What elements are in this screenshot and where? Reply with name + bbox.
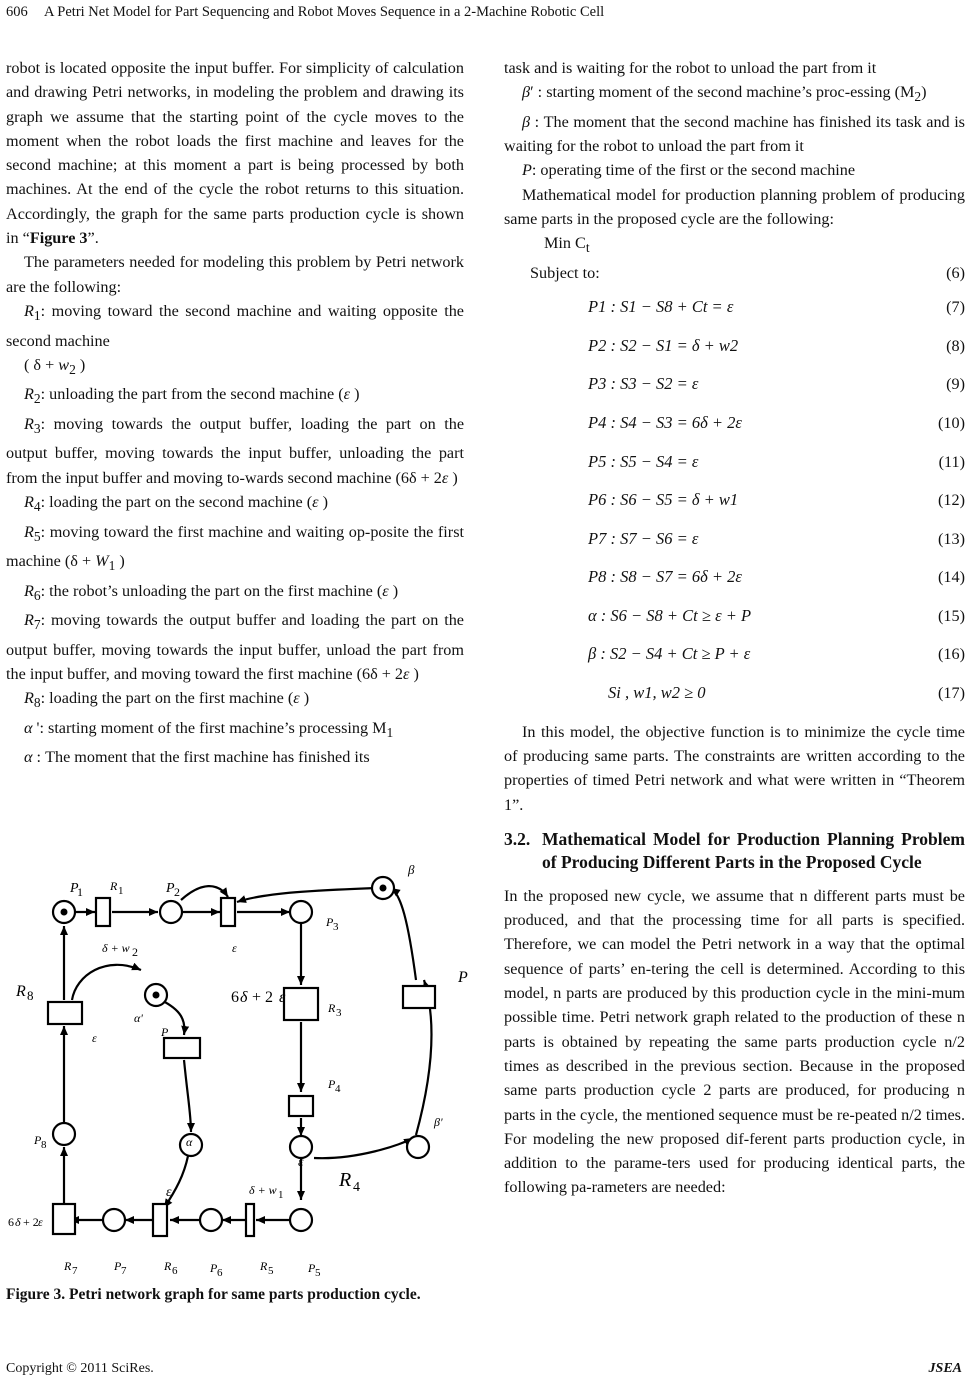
svg-text:R: R — [260, 1259, 268, 1273]
equation: P7 : S7 − S6 = ε (13) — [588, 528, 965, 548]
param-r1-value: ( $\delta + w_2$ ) — [24, 355, 86, 378]
svg-text:ε: ε — [232, 941, 237, 955]
petri-net-figure — [6, 860, 468, 1284]
svg-text:R: R — [110, 879, 118, 893]
svg-text:ε: ε — [92, 1031, 97, 1045]
param-r5: $R_5$: moving toward the first machine and waiting op-posite the first machine ($\delta + W_1$ ) — [6, 522, 464, 574]
svg-text:1: 1 — [77, 885, 83, 899]
svg-text:P: P — [161, 1025, 169, 1039]
svg-text:3: 3 — [336, 1007, 342, 1019]
equation-list — [504, 287, 965, 712]
svg-text:ε: ε — [298, 1155, 304, 1170]
equation: P8 : S8 − S7 = 6δ + 2ε (14) — [588, 567, 965, 587]
equation: β : S2 − S4 + Ct ≥ P + ε (16) — [588, 644, 965, 664]
svg-text:R: R — [16, 983, 26, 1000]
equation: P5 : S5 − S4 = ε (11) — [588, 451, 965, 471]
svg-text:P: P — [166, 881, 175, 896]
figure-caption: Figure 3. Petri network graph for same parts production cycle. — [6, 1286, 421, 1303]
svg-text:β': β' — [434, 1115, 443, 1129]
right-column — [504, 56, 965, 1200]
param-r7: $R_7$: moving towards the output buffer and loading the part on the output buffer, moving towards the input buffer, unload the part from the input buffer, and moving toward the first machine (6δ + 2ε ) — [6, 611, 464, 683]
param-r1: $R_1$: moving toward the second machine and waiting opposite the second machine — [6, 301, 464, 350]
param-r2: $R_2$: unloading the part from the second machine (ε ) — [24, 385, 360, 407]
running-header — [0, 4, 966, 26]
petri-net-graph — [6, 860, 468, 1284]
svg-text:δ + w: δ + w — [249, 1183, 277, 1197]
svg-text:R: R — [328, 1001, 336, 1015]
svg-text:δ + w: δ + w — [102, 941, 130, 955]
svg-text:2: 2 — [174, 885, 180, 899]
svg-text:R: R — [164, 1259, 172, 1273]
left-column — [6, 56, 464, 770]
paragraph: robot is located opposite the input buffer. For simplicity of calculation and drawing Petri networks, in modeling the problem and drawing its graph we assume that the starting point of the cycle moves to the moment when the robot loads the first machine and leaves for the second machine; at this moment a part is being processed by both machines. At the end of the cycle the robot returns to this situation. Accordingly, the graph for the same parts production cycle is shown in “Figure 3”. — [6, 59, 464, 248]
svg-text:1: 1 — [278, 1189, 284, 1201]
svg-text:P: P — [114, 1259, 122, 1273]
param-r3: $R_3$: moving towards the output buffer, loading the part on the output buffer, moving towards the input buffer, unloading the part from the input buffer and moving to-wards second machine (6δ + 2ε ) — [6, 414, 464, 487]
svg-text:+ 2: + 2 — [23, 1215, 39, 1229]
svg-text:P: P — [458, 969, 468, 986]
param-alpha: α : The moment that the first machine has finished its — [24, 748, 370, 767]
equation: P4 : S4 − S3 = 6δ + 2ε (10) — [588, 412, 965, 432]
objective: Min $C_t$ — [544, 234, 590, 256]
svg-text:3: 3 — [333, 921, 339, 933]
svg-text:P: P — [34, 1133, 42, 1147]
svg-text:R: R — [64, 1259, 72, 1273]
svg-text:5: 5 — [268, 1265, 274, 1277]
svg-text:6: 6 — [172, 1265, 178, 1277]
svg-text:6: 6 — [8, 1215, 14, 1229]
equation: α : S6 − S8 + Ct ≥ ε + P (15) — [588, 605, 965, 625]
param-beta-prime: β′ : starting moment of the second machine’s proc-essing $(M_2)$ — [522, 83, 927, 105]
svg-text:P: P — [328, 1077, 336, 1091]
svg-text:2: 2 — [132, 945, 138, 959]
running-title: A Petri Net Model for Part Sequencing and Robot Moves Sequence in a 2-Machine Robotic Cell — [44, 4, 605, 20]
svg-text:δ: δ — [240, 989, 248, 1006]
svg-text:+ 2: + 2 — [252, 989, 274, 1006]
equation: P6 : S6 − S5 = δ + w1 (12) — [588, 490, 965, 510]
svg-text:R: R — [339, 1169, 352, 1191]
equation: P1 : S1 − S8 + Ct = ε (7) — [588, 297, 965, 317]
copyright: Copyright © 2011 SciRes. — [6, 1361, 154, 1376]
svg-text:6: 6 — [231, 989, 239, 1006]
svg-text:α': α' — [134, 1011, 143, 1025]
subject-to: Subject to: (6) — [530, 263, 965, 282]
paragraph: Mathematical model for production planning problem of producing same parts in the proposed cycle are the following: — [504, 185, 965, 229]
paragraph: In this model, the objective function is to minimize the cycle time of producing same parts. The constraints are written according to the properties of timed Petri network and what were written in “Theorem 1”. — [504, 722, 965, 814]
svg-text:α: α — [186, 1135, 193, 1149]
svg-text:P: P — [308, 1261, 316, 1275]
svg-text:P: P — [326, 915, 334, 929]
svg-text:P: P — [210, 1261, 218, 1275]
param-P: P: operating time of the first or the second machine — [522, 161, 856, 180]
journal-name: JSEA — [928, 1361, 962, 1376]
svg-text:1: 1 — [118, 885, 124, 897]
page-number: 606 — [6, 4, 28, 20]
param-r8: $R_8$: loading the part on the first machine (ε ) — [24, 689, 310, 711]
svg-text:8: 8 — [27, 988, 34, 1003]
equation: P3 : S3 − S2 = ε (9) — [588, 374, 965, 394]
svg-text:7: 7 — [72, 1265, 78, 1277]
svg-text:5: 5 — [315, 1267, 321, 1279]
param-alpha-prime: α ': starting moment of the first machine’s processing $M_1$ — [24, 718, 394, 740]
param-r6: $R_6$: the robot’s unloading the part on the first machine (ε ) — [24, 581, 399, 603]
param-r4: $R_4$: loading the part on the second machine (ε ) — [24, 492, 328, 515]
section-heading: 3.2. Mathematical Model for Production Planning Problem of Producing Different Parts in the Proposed Cycle — [504, 828, 965, 873]
equation: P2 : S2 − S1 = δ + w2 (8) — [588, 335, 965, 355]
paragraph: The parameters needed for modeling this problem by Petri network are the following: — [6, 253, 464, 296]
svg-text:4: 4 — [353, 1180, 360, 1195]
svg-text:ε: ε — [166, 1185, 172, 1200]
equation: Si , w1, w2 ≥ 0 (17) — [608, 683, 965, 703]
svg-text:ε: ε — [38, 1215, 43, 1229]
svg-text:8: 8 — [41, 1139, 47, 1151]
svg-text:7: 7 — [121, 1265, 127, 1277]
paragraph: task and is waiting for the robot to unload the part from it — [504, 59, 877, 77]
svg-text:ε: ε — [279, 989, 286, 1006]
svg-text:δ: δ — [15, 1215, 21, 1229]
svg-text:4: 4 — [335, 1083, 341, 1095]
svg-text:P: P — [70, 881, 79, 896]
paragraph: In the proposed new cycle, we assume that n different parts must be produced, and that the processing time for all parts is specified. Therefore, we can model the Petri network in a way that the optimal sequence of parts’ en-tering the cell is determined. According to this model, n parts are produced by this production cycle in the mini-mum possible time. Petri network graph related to the production of these n parts is obtained by repeating the same parts production cycle n/2 times as described in the previous section. Because in the proposed same parts production cycle 2 parts are produced, for producing n parts in the cycle, the mentioned sequence must be re-peated n/2 times. For modeling the new proposed dif-ferent parts production cycle, in addition to the parame-ters used for producing identical parts, the following pa-rameters are needed: — [504, 886, 965, 1197]
svg-text:β: β — [408, 862, 415, 877]
param-beta: β : The moment that the second machine has finished its task and is waiting for the robot to unload the part from it — [504, 112, 965, 156]
svg-text:6: 6 — [217, 1267, 223, 1279]
